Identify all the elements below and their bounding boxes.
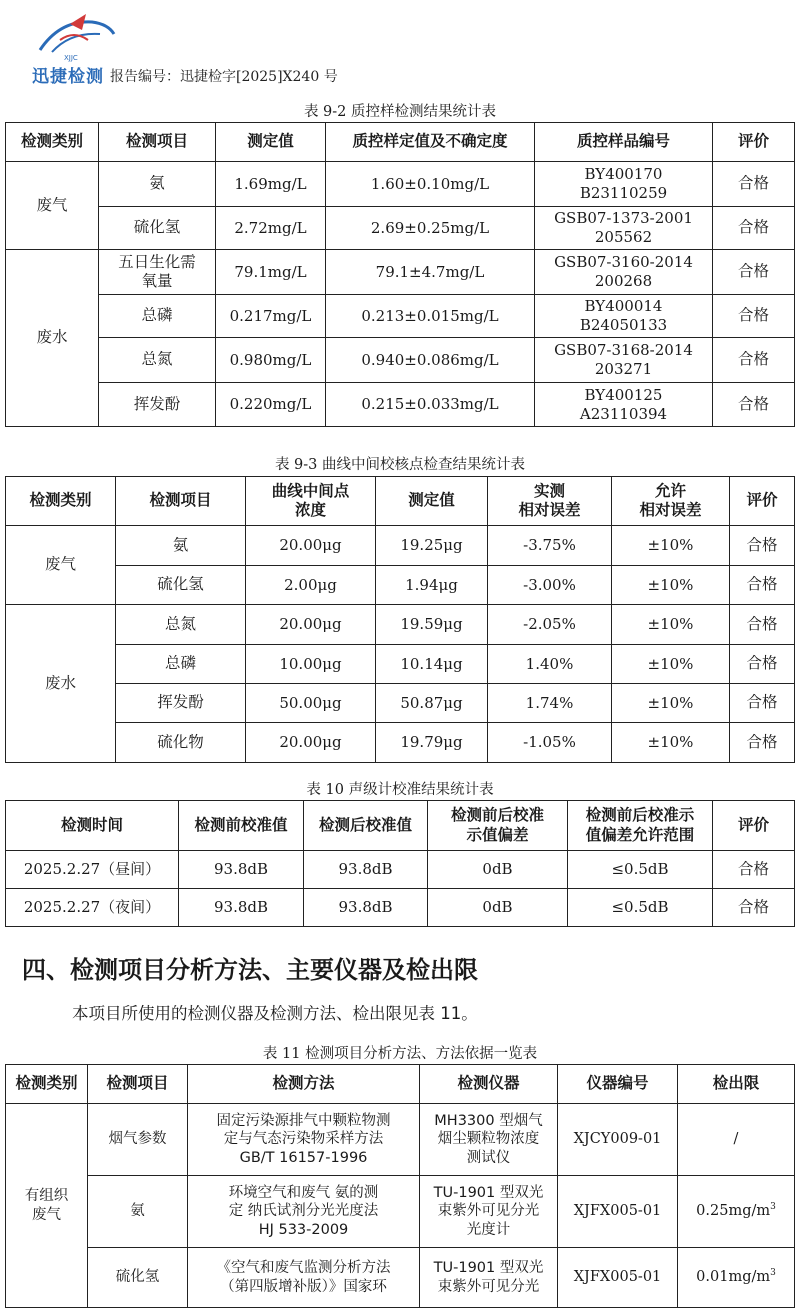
table-10-caption: 表 10 声级计校准结果统计表	[306, 782, 494, 798]
instrument-cell: TU-1901 型双光 束紫外可见分光 光度计	[420, 1176, 558, 1248]
header-category: 检测类别	[6, 477, 116, 526]
allow-cell: ±10%	[612, 723, 730, 763]
eval-cell: 合格	[713, 889, 795, 927]
table-row	[6, 645, 795, 684]
instrument-cell: MH3300 型烟气 烟尘颗粒物浓度 测试仪	[420, 1104, 558, 1176]
table-11	[5, 1064, 795, 1308]
before-cell: 93.8dB	[179, 851, 304, 889]
err-cell: -3.75%	[488, 526, 612, 566]
method-cell: 固定污染源排气中颗粒物测 定与气态污染物采样方法 GB/T 16157-1996	[188, 1104, 420, 1176]
err-cell: -3.00%	[488, 566, 612, 605]
item-cell: 氨	[99, 162, 216, 207]
table-row	[6, 526, 795, 566]
item-cell: 总氮	[116, 605, 246, 645]
header-allowed-err: 允许 相对误差	[612, 477, 730, 526]
table-row	[6, 566, 795, 605]
header-item: 检测项目	[116, 477, 246, 526]
standard-cell: 2.69±0.25mg/L	[326, 207, 535, 250]
code-cell: GSB07-3168-2014 203271	[535, 338, 713, 383]
allow-cell: ±10%	[612, 526, 730, 566]
conc-cell: 20.00μg	[246, 526, 376, 566]
item-cell: 氨	[88, 1176, 188, 1248]
table-row	[6, 295, 795, 338]
eval-cell: 合格	[730, 526, 795, 566]
eval-cell: 合格	[713, 851, 795, 889]
report-number: 报告编号：迅捷检字[2025]X240 号	[110, 69, 338, 85]
measured-cell: 1.94μg	[376, 566, 488, 605]
standard-cell: 0.213±0.015mg/L	[326, 295, 535, 338]
header-time: 检测时间	[6, 801, 179, 851]
eval-cell: 合格	[713, 250, 795, 295]
eval-cell: 合格	[713, 383, 795, 427]
measured-cell: 0.220mg/L	[216, 383, 326, 427]
table-row	[6, 889, 795, 927]
eval-cell: 合格	[730, 566, 795, 605]
allow-cell: ±10%	[612, 605, 730, 645]
header-curve-conc: 曲线中间点 浓度	[246, 477, 376, 526]
measured-cell: 19.25μg	[376, 526, 488, 566]
limit-cell: $0.25mg/m^3$	[678, 1176, 795, 1248]
conc-cell: 10.00μg	[246, 645, 376, 684]
code-cell: BY400170 B23110259	[535, 162, 713, 207]
table-row	[6, 1104, 795, 1176]
category-cell: 有组织 废气	[6, 1104, 88, 1308]
instrument-cell: TU-1901 型双光 束紫外可见分光	[420, 1248, 558, 1308]
item-cell: 五日生化需 氧量	[99, 250, 216, 295]
eval-cell: 合格	[730, 684, 795, 723]
method-cell: 《空气和废气监测分析方法 （第四版增补版）》国家环	[188, 1248, 420, 1308]
table-row	[6, 723, 795, 763]
instrument-no-cell: XJCY009-01	[558, 1104, 678, 1176]
header-item: 检测项目	[88, 1065, 188, 1104]
item-cell: 总磷	[99, 295, 216, 338]
standard-cell: 0.215±0.033mg/L	[326, 383, 535, 427]
header-eval: 评价	[713, 801, 795, 851]
method-cell: 环境空气和废气 氨的测 定 纳氏试剂分光光度法 HJ 533-2009	[188, 1176, 420, 1248]
code-cell: BY400014 B24050133	[535, 295, 713, 338]
conc-cell: 20.00μg	[246, 723, 376, 763]
header-category: 检测类别	[6, 1065, 88, 1104]
code-cell: BY400125 A23110394	[535, 383, 713, 427]
table-9-3-caption: 表 9-3 曲线中间校核点检查结果统计表	[274, 457, 526, 473]
err-cell: -2.05%	[488, 605, 612, 645]
table-9-2	[5, 122, 795, 427]
item-cell: 总磷	[116, 645, 246, 684]
table-row	[6, 383, 795, 427]
company-logo-icon	[30, 10, 118, 62]
allow-cell: ±10%	[612, 684, 730, 723]
code-cell: GSB07-3160-2014 200268	[535, 250, 713, 295]
measured-cell: 19.59μg	[376, 605, 488, 645]
item-cell: 总氮	[99, 338, 216, 383]
item-cell: 烟气参数	[88, 1104, 188, 1176]
header-after: 检测后校准值	[304, 801, 428, 851]
table-11-caption: 表 11 检测项目分析方法、方法依据一览表	[262, 1046, 538, 1062]
category-cell: 废气	[6, 526, 116, 605]
eval-cell: 合格	[713, 338, 795, 383]
header-eval: 评价	[730, 477, 795, 526]
before-cell: 93.8dB	[179, 889, 304, 927]
table-header-row	[6, 477, 795, 526]
header-rel-err: 实测 相对误差	[488, 477, 612, 526]
measured-cell: 19.79μg	[376, 723, 488, 763]
allow-cell: ±10%	[612, 566, 730, 605]
conc-cell: 2.00μg	[246, 566, 376, 605]
after-cell: 93.8dB	[304, 889, 428, 927]
table-row	[6, 684, 795, 723]
measured-cell: 1.69mg/L	[216, 162, 326, 207]
table-row	[6, 851, 795, 889]
err-cell: -1.05%	[488, 723, 612, 763]
instrument-no-cell: XJFX005-01	[558, 1176, 678, 1248]
header-category: 检测类别	[6, 123, 99, 162]
section-title: 四、检测项目分析方法、主要仪器及检出限	[22, 956, 478, 984]
range-cell: ≤0.5dB	[568, 851, 713, 889]
measured-cell: 2.72mg/L	[216, 207, 326, 250]
header-range: 检测前后校准示 值偏差允许范围	[568, 801, 713, 851]
item-cell: 硫化物	[116, 723, 246, 763]
header-measured: 测定值	[376, 477, 488, 526]
measured-cell: 10.14μg	[376, 645, 488, 684]
header-sample-code: 质控样品编号	[535, 123, 713, 162]
instrument-no-cell: XJFX005-01	[558, 1248, 678, 1308]
item-cell: 挥发酚	[99, 383, 216, 427]
header-deviation: 检测前后校准 示值偏差	[428, 801, 568, 851]
time-cell: 2025.2.27（夜间）	[6, 889, 179, 927]
err-cell: 1.40%	[488, 645, 612, 684]
header-instrument-no: 仪器编号	[558, 1065, 678, 1104]
range-cell: ≤0.5dB	[568, 889, 713, 927]
item-cell: 硫化氢	[99, 207, 216, 250]
table-row	[6, 250, 795, 295]
header-standard: 质控样定值及不确定度	[326, 123, 535, 162]
after-cell: 93.8dB	[304, 851, 428, 889]
table-row	[6, 207, 795, 250]
header-limit: 检出限	[678, 1065, 795, 1104]
item-cell: 挥发酚	[116, 684, 246, 723]
standard-cell: 1.60±0.10mg/L	[326, 162, 535, 207]
limit-cell: $0.01mg/m^3$	[678, 1248, 795, 1308]
category-cell: 废水	[6, 250, 99, 427]
header-before: 检测前校准值	[179, 801, 304, 851]
code-cell: GSB07-1373-2001 205562	[535, 207, 713, 250]
measured-cell: 0.980mg/L	[216, 338, 326, 383]
category-cell: 废气	[6, 162, 99, 250]
conc-cell: 20.00μg	[246, 605, 376, 645]
table-row	[6, 162, 795, 207]
header-eval: 评价	[713, 123, 795, 162]
eval-cell: 合格	[730, 645, 795, 684]
item-cell: 氨	[116, 526, 246, 566]
table-10	[5, 800, 795, 927]
err-cell: 1.74%	[488, 684, 612, 723]
time-cell: 2025.2.27（昼间）	[6, 851, 179, 889]
table-row	[6, 605, 795, 645]
header-measured: 测定值	[216, 123, 326, 162]
header-instrument: 检测仪器	[420, 1065, 558, 1104]
table-header-row	[6, 801, 795, 851]
header-method: 检测方法	[188, 1065, 420, 1104]
table-row	[6, 1248, 795, 1308]
logo-text: 迅捷检测	[32, 67, 104, 87]
limit-cell: /	[678, 1104, 795, 1176]
eval-cell: 合格	[713, 207, 795, 250]
measured-cell: 50.87μg	[376, 684, 488, 723]
conc-cell: 50.00μg	[246, 684, 376, 723]
table-row	[6, 338, 795, 383]
category-cell: 废水	[6, 605, 116, 763]
allow-cell: ±10%	[612, 645, 730, 684]
item-cell: 硫化氢	[88, 1248, 188, 1308]
dev-cell: 0dB	[428, 851, 568, 889]
table-9-3	[5, 476, 795, 763]
header-item: 检测项目	[99, 123, 216, 162]
eval-cell: 合格	[730, 605, 795, 645]
standard-cell: 0.940±0.086mg/L	[326, 338, 535, 383]
dev-cell: 0dB	[428, 889, 568, 927]
logo-small-text: XJJC	[64, 54, 78, 62]
section-paragraph: 本项目所使用的检测仪器及检测方法、检出限见表 11。	[72, 1004, 478, 1023]
table-row	[6, 1176, 795, 1248]
measured-cell: 0.217mg/L	[216, 295, 326, 338]
eval-cell: 合格	[713, 162, 795, 207]
table-9-2-caption: 表 9-2 质控样检测结果统计表	[303, 104, 497, 120]
page-header	[28, 10, 788, 87]
table-header-row	[6, 1065, 795, 1104]
measured-cell: 79.1mg/L	[216, 250, 326, 295]
eval-cell: 合格	[730, 723, 795, 763]
eval-cell: 合格	[713, 295, 795, 338]
table-header-row	[6, 123, 795, 162]
item-cell: 硫化氢	[116, 566, 246, 605]
standard-cell: 79.1±4.7mg/L	[326, 250, 535, 295]
